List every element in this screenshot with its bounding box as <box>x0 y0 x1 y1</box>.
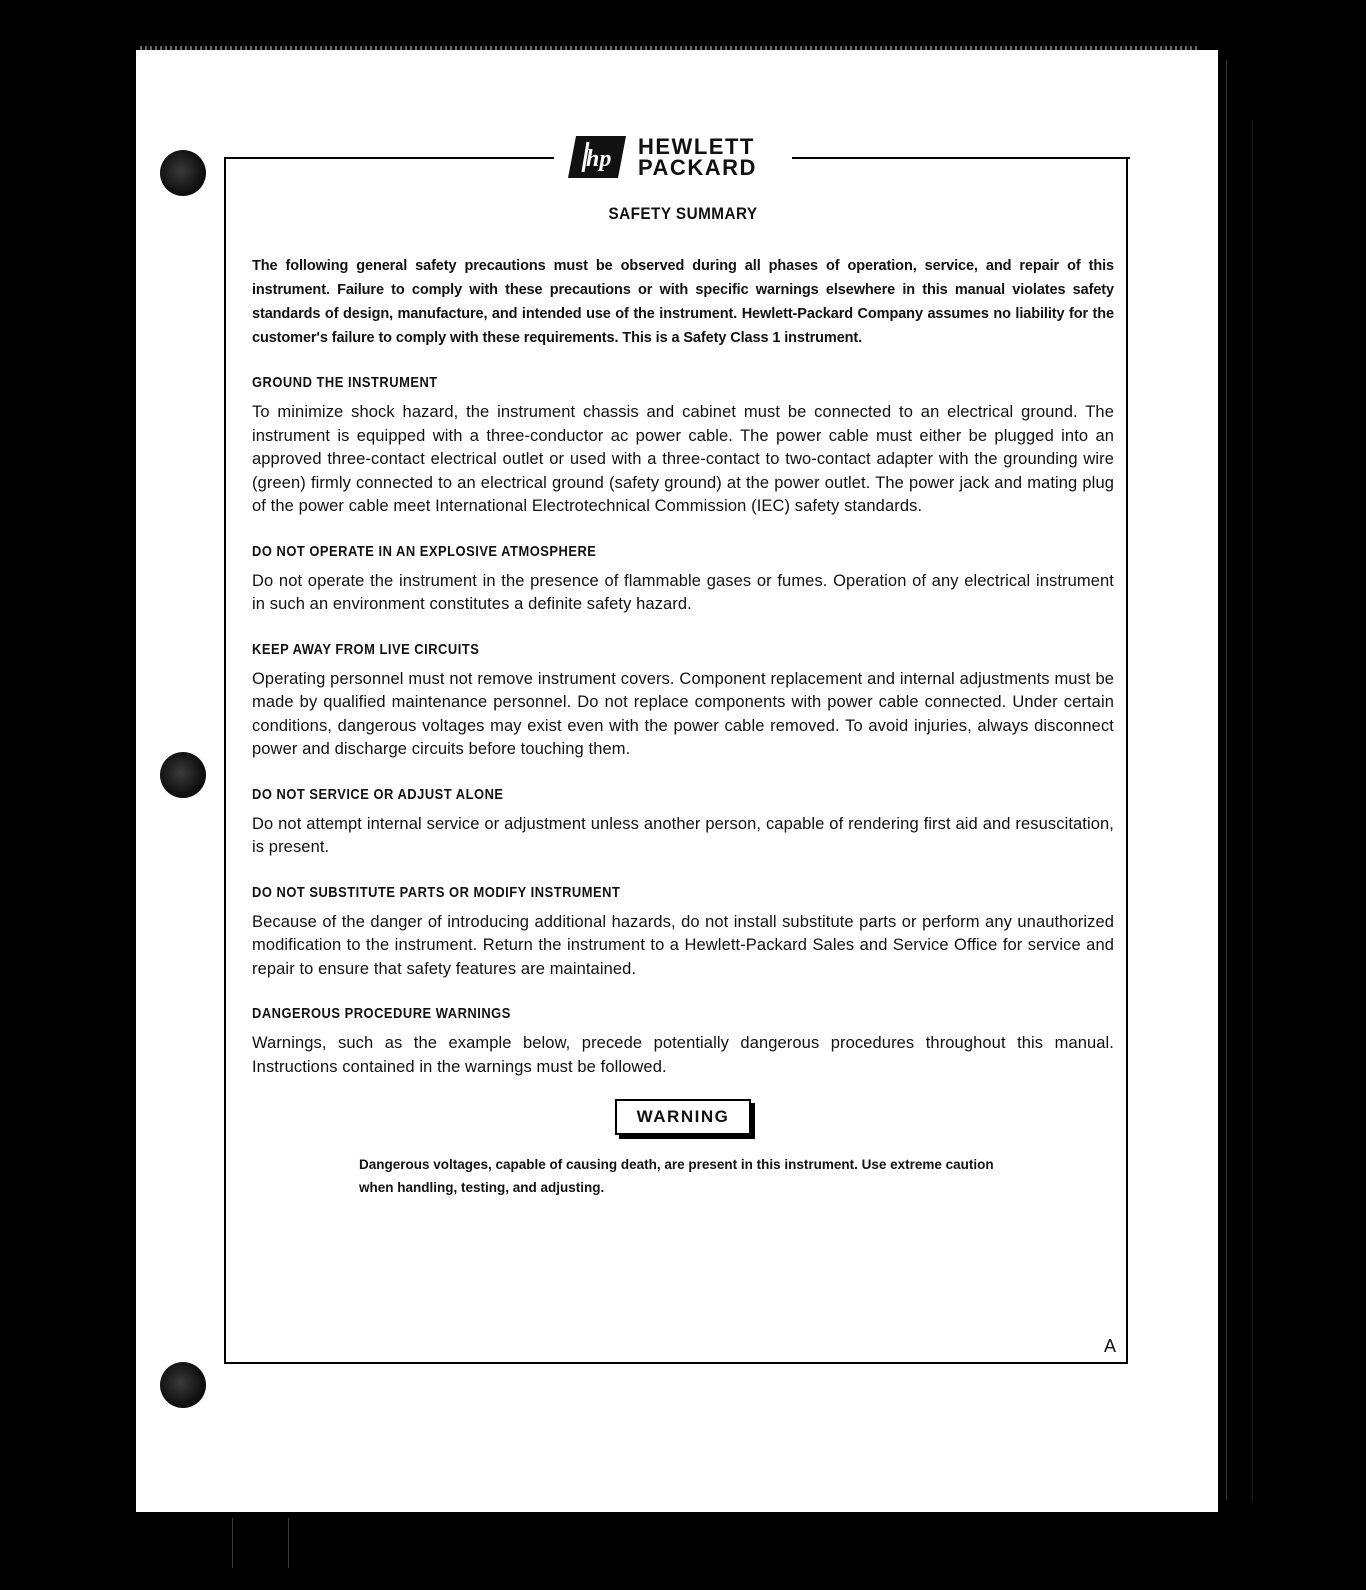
logo-line-1: HEWLETT <box>638 134 755 159</box>
section-heading-ground: GROUND THE INSTRUMENT <box>252 374 438 391</box>
scan-artifact <box>1252 120 1253 1500</box>
punch-hole-bottom <box>160 1362 206 1408</box>
hewlett-packard-logo <box>566 132 757 182</box>
section-heading-live-circuits: KEEP AWAY FROM LIVE CIRCUITS <box>252 640 480 658</box>
section-body-live-circuits: Operating personnel must not remove instrument covers. Component replacement and internal adjustments must be made by qualified maintenance personnel. Do not replace components with power cable connected. Under certain conditions, dangerous voltages may exist even with the power cable removed. To avoid injuries, always disconnect power and discharge circuits before touching them. <box>252 669 1114 758</box>
scan-artifact <box>232 1518 233 1568</box>
logo-mark-text: hp <box>586 146 612 172</box>
section-body-procedure-warnings: Warnings, such as the example below, precede potentially dangerous procedures throughout this manual. Instructions contained in the warnings must be followed. <box>252 1034 1114 1076</box>
scan-artifact <box>288 1518 289 1568</box>
section-heading-substitute-parts: DO NOT SUBSTITUTE PARTS OR MODIFY INSTRUMENT <box>252 883 621 901</box>
section-body-substitute-parts: Because of the danger of introducing additional hazards, do not install substitute parts or perform any unauthorized modification to the instrument. Return the instrument to a Hewlett-Packard Sales and Service Office for service and repair to ensure that safety features are maintained. <box>252 912 1114 978</box>
section-heading-procedure-warnings: DANGEROUS PROCEDURE WARNINGS <box>252 1005 511 1022</box>
warning-label: WARNING <box>615 1099 752 1135</box>
hp-logo-icon <box>566 134 628 180</box>
section-body-ground: To minimize shock hazard, the instrument chassis and cabinet must be connected to an electrical ground. The instrument is equipped with a three-conductor ac power cable. The power cable must either be plugged into an approved three-contact electrical outlet or used with a three-contact to two-contact adapter with the grounding wire (green) firmly connected to an electrical ground (safety ground) at the power outlet. The power jack and mating plug of the power cable meet International Electrotechnical Commission (IEC) safety standards. <box>252 403 1114 515</box>
warning-label-wrap <box>252 1099 1114 1135</box>
section-body-service-alone: Do not attempt internal service or adjustment unless another person, capable of rendering first aid and resuscitation, is present. <box>252 814 1114 856</box>
section-heading-service-alone: DO NOT SERVICE OR ADJUST ALONE <box>252 785 504 803</box>
logo-wordmark <box>638 136 757 178</box>
intro-paragraph: The following general safety precautions must be observed during all phases of operation, service, and repair of this instrument. Failure to comply with these precautions or with specific warnings elsewhere in this manual violates safety standards of design, manufacture, and intended use of the instrument. Hewlett-Packard Company assumes no liability for the customer's failure to comply with these requirements. This is a Safety Class 1 instrument. <box>252 258 1114 346</box>
page-title: SAFETY SUMMARY <box>608 204 758 223</box>
warning-text: Dangerous voltages, capable of causing death, are present in this instrument. Use extreme caution when handling, testing, and adjusting. <box>359 1157 994 1195</box>
scan-artifact <box>1226 60 1227 1500</box>
punch-hole-middle <box>160 752 206 798</box>
punch-hole-top <box>160 150 206 196</box>
section-body-explosive: Do not operate the instrument in the presence of flammable gases or fumes. Operation of any electrical instrument in such an environment constitutes a definite safety hazard. <box>252 571 1114 613</box>
page-letter: A <box>1104 1336 1117 1356</box>
logo-line-2: PACKARD <box>638 155 757 180</box>
safety-summary-content <box>252 200 1114 1199</box>
section-heading-explosive: DO NOT OPERATE IN AN EXPLOSIVE ATMOSPHERE <box>252 542 597 560</box>
